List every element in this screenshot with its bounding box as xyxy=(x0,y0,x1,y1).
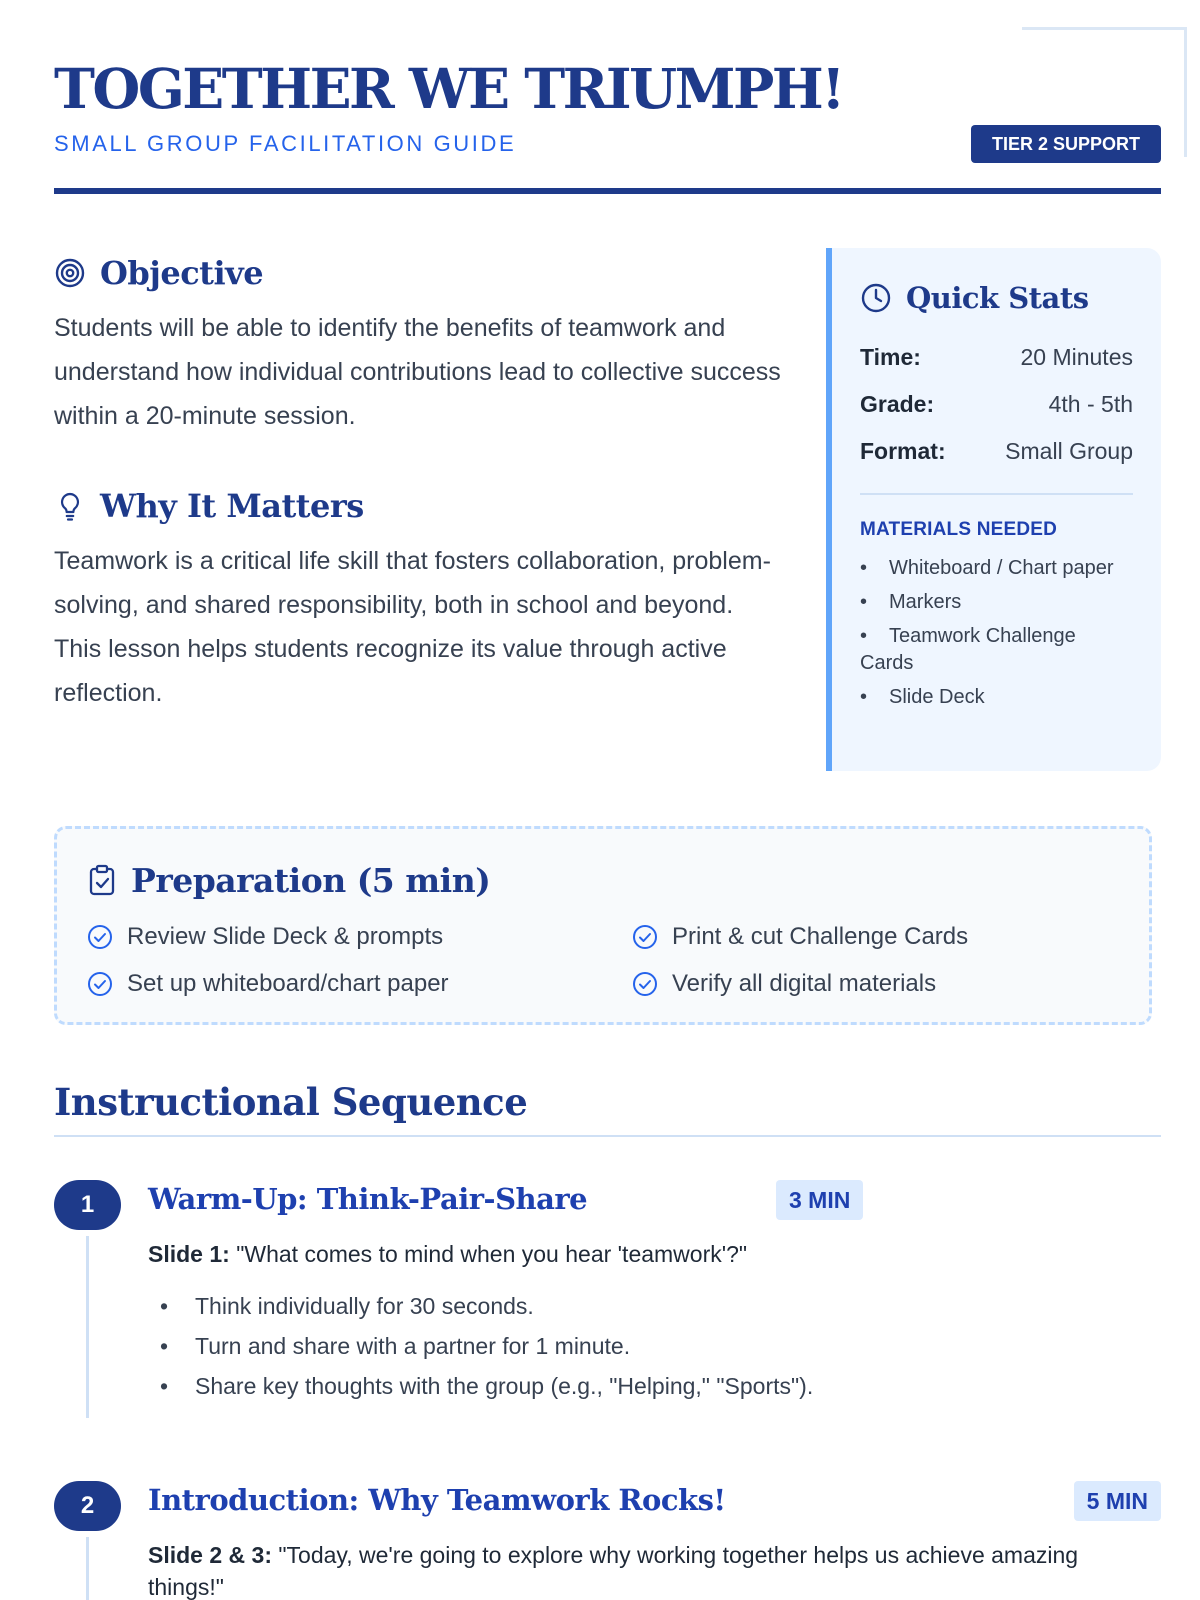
slide-label: Slide 2 & 3: xyxy=(148,1542,272,1568)
objective-heading-row xyxy=(54,250,784,296)
why-heading: Why It Matters xyxy=(100,487,364,525)
check-circle-icon xyxy=(87,924,113,950)
quick-stats-heading: Quick Stats xyxy=(906,281,1089,315)
stat-value: Small Group xyxy=(1005,438,1133,464)
step-title: Warm-Up: Think-Pair-Share xyxy=(148,1182,588,1216)
stat-value: 20 Minutes xyxy=(1020,344,1133,370)
step-bullet-list xyxy=(148,1286,813,1406)
stat-row-format xyxy=(860,428,1133,475)
materials-item: • Markers xyxy=(860,591,962,613)
page-header xyxy=(54,52,1161,156)
prep-item: Set up whiteboard/chart paper xyxy=(87,960,632,1007)
step-number-badge: 1 xyxy=(54,1180,121,1230)
why-section xyxy=(54,483,784,715)
materials-item: • Whiteboard / Chart paper xyxy=(860,557,1114,579)
clock-icon xyxy=(860,282,892,314)
objective-heading: Objective xyxy=(100,254,264,292)
sequence-step-2 xyxy=(54,1481,1161,1600)
sequence-divider xyxy=(54,1135,1161,1137)
step-number-badge: 2 xyxy=(54,1481,121,1531)
materials-list xyxy=(860,555,1133,711)
step-timeline-line xyxy=(86,1537,89,1600)
step-timeline-line xyxy=(86,1236,89,1418)
why-heading-row xyxy=(54,483,784,529)
quick-stats-heading-row xyxy=(860,276,1133,320)
materials-item: • Slide Deck xyxy=(860,686,985,708)
preparation-heading-row xyxy=(87,857,1119,903)
prep-item: Verify all digital materials xyxy=(632,960,1112,1007)
header-divider xyxy=(54,188,1161,194)
list-item: • Turn and share with a partner for 1 minute. xyxy=(160,1333,631,1359)
stat-value: 4th - 5th xyxy=(1048,391,1133,417)
step-title: Introduction: Why Teamwork Rocks! xyxy=(148,1483,726,1517)
preparation-box xyxy=(54,826,1152,1025)
quick-stats-panel xyxy=(826,248,1161,771)
why-text: Teamwork is a critical life skill that fosters collaboration, problem-solving, and shared responsibility, both in school and beyond. This lesson helps students recognize its value through active reflection. xyxy=(54,547,771,707)
stat-label: Grade: xyxy=(860,391,935,417)
stats-divider xyxy=(860,493,1133,495)
materials-heading: MATERIALS NEEDED xyxy=(860,519,1058,540)
check-circle-icon xyxy=(632,971,658,997)
prep-item: Print & cut Challenge Cards xyxy=(632,913,1112,960)
stat-label: Format: xyxy=(860,438,946,464)
stat-row-grade xyxy=(860,381,1133,428)
clipboard-check-icon xyxy=(87,864,117,896)
stats-list xyxy=(860,334,1133,475)
list-item: • Share key thoughts with the group (e.g., "Helping," "Sports"). xyxy=(160,1373,814,1399)
objective-text: Students will be able to identify the benefits of teamwork and understand how individual contributions lead to collective success within a 20-minute session. xyxy=(54,314,781,430)
step-duration-badge: 5 MIN xyxy=(1074,1481,1161,1521)
step-duration-badge: 3 MIN xyxy=(776,1180,863,1220)
sequence-heading: Instructional Sequence xyxy=(54,1080,528,1124)
lightbulb-icon xyxy=(54,490,86,522)
stat-label: Time: xyxy=(860,344,921,370)
page-subtitle: SMALL GROUP FACILITATION GUIDE xyxy=(54,131,517,156)
slide-label: Slide 1: xyxy=(148,1241,230,1267)
objective-section xyxy=(54,250,784,438)
prep-item: Review Slide Deck & prompts xyxy=(87,913,632,960)
stat-row-time xyxy=(860,334,1133,381)
sequence-step-1 xyxy=(54,1180,1161,1440)
check-circle-icon xyxy=(87,971,113,997)
target-icon xyxy=(54,257,86,289)
preparation-heading: Preparation (5 min) xyxy=(131,860,491,900)
step-slide-prompt xyxy=(148,1238,1148,1270)
step-slide-prompt xyxy=(148,1539,1148,1600)
preparation-checklist xyxy=(87,913,1119,1007)
check-circle-icon xyxy=(632,924,658,950)
materials-item: • Teamwork Challenge Cards xyxy=(860,625,1076,674)
left-column xyxy=(54,250,784,715)
slide-quote: "What comes to mind when you hear 'teamwork'?" xyxy=(229,1241,748,1267)
tier-badge: TIER 2 SUPPORT xyxy=(971,125,1161,163)
page-title: TOGETHER WE TRIUMPH! xyxy=(54,56,843,121)
list-item: • Think individually for 30 seconds. xyxy=(160,1293,534,1319)
slide-quote: "Today, we're going to explore why working together helps us achieve amazing things!" xyxy=(148,1542,1079,1600)
